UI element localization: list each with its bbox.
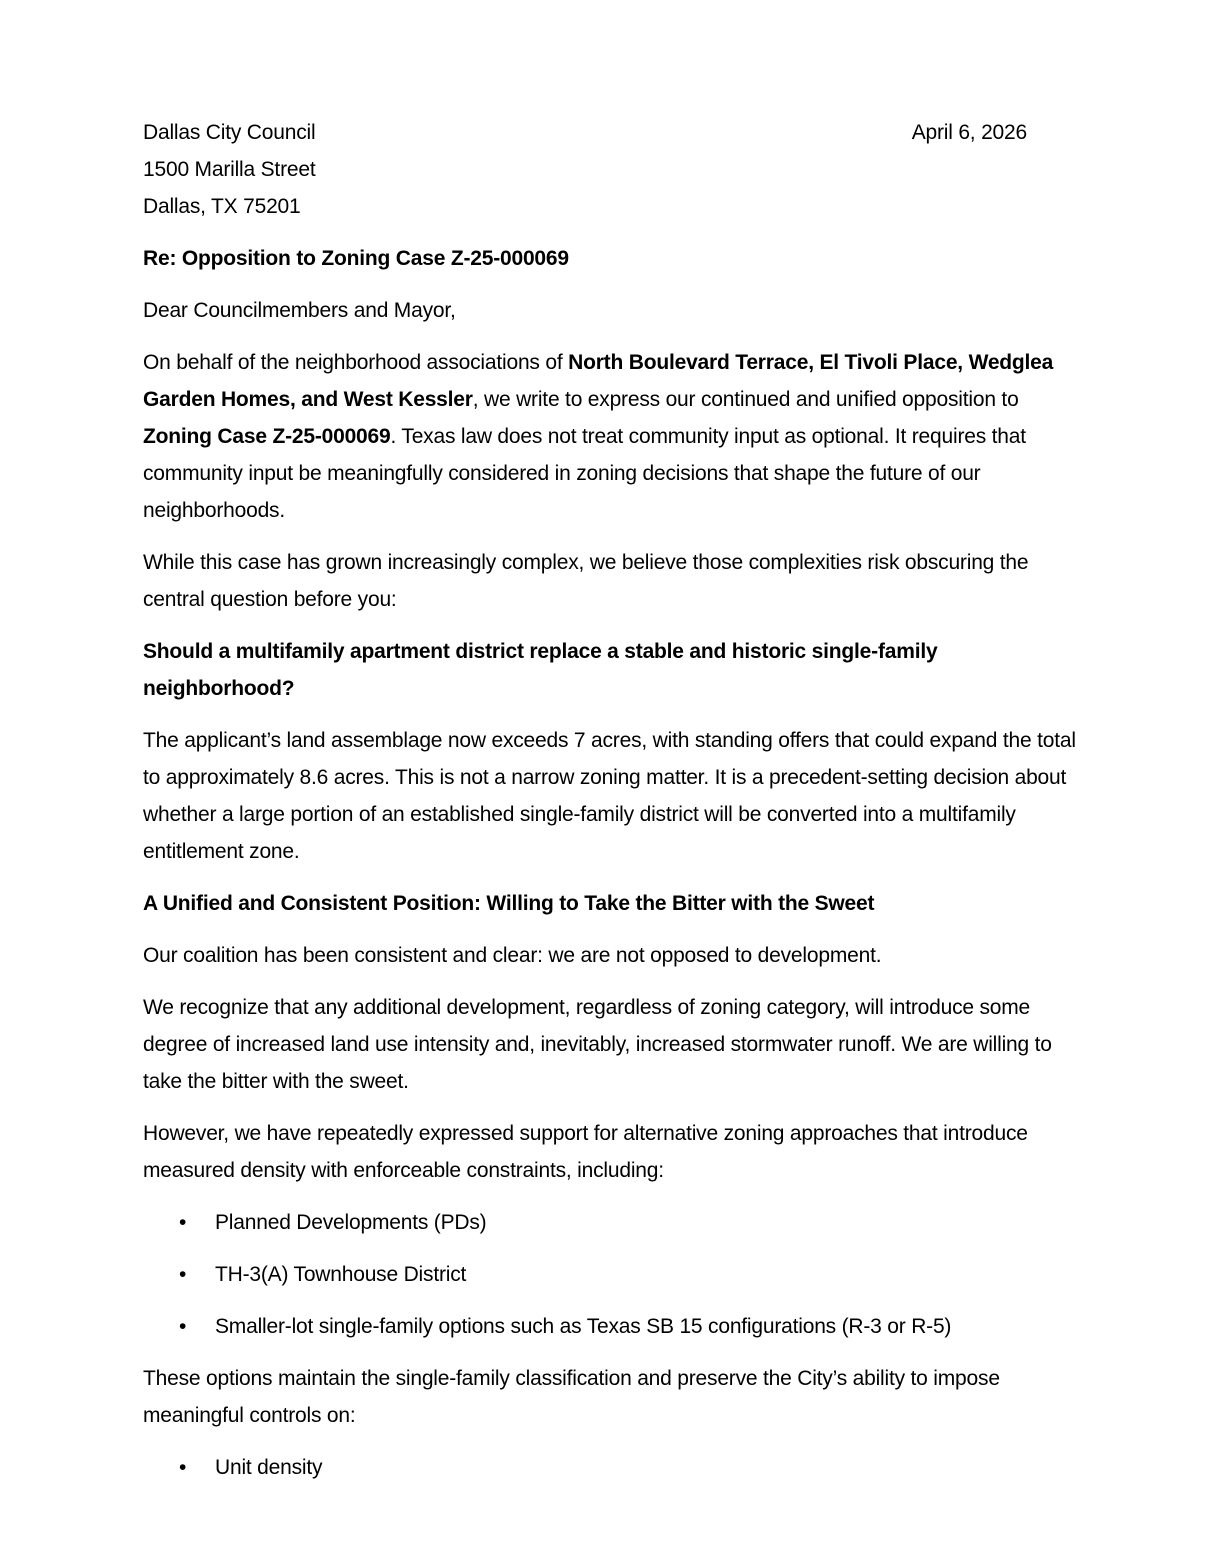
section-heading-unified-position: A Unified and Consistent Position: Willing to Take the Bitter with the Sweet [143,892,875,915]
paragraph-intro [143,344,1083,529]
paragraph-central-question: Should a multifamily apartment district replace a stable and historic single-family neighborhood? [143,640,938,700]
recipient-address-block [143,114,1083,225]
bullet-marker: • [179,1211,187,1234]
list-item-townhouse-district [143,1256,1083,1293]
bullet-marker: • [179,1456,187,1479]
bullet-marker: • [179,1263,187,1286]
letter-header-row [143,114,1083,151]
intro-run-case-bold: Zoning Case Z-25-000069 [143,425,391,448]
list-item-text: Smaller-lot single-family options such as Texas SB 15 configurations (R-3 or R-5) [215,1315,952,1338]
list-item-text: Unit density [215,1456,323,1479]
paragraph-recognize: We recognize that any additional development, regardless of zoning category, will introduce some degree of increased land use intensity and, inevitably, increased stormwater runoff. We are willing to take the bitter with the sweet. [143,996,1052,1093]
recipient-street: 1500 Marilla Street [143,158,316,181]
list-item-planned-developments [143,1204,1083,1241]
letter-date: April 6, 2026 [911,121,1027,144]
intro-run-normal: , we write to express our continued and unified opposition to [472,388,1019,411]
list-item-text: TH-3(A) Townhouse District [215,1263,467,1286]
intro-run-normal: On behalf of the neighborhood associations of [143,351,569,374]
bullet-marker: • [179,1315,187,1338]
intro-run-normal: . Texas law does not treat community input as optional. It requires that community input be meaningfully considered in zoning decisions that shape the future of our neighborhoods. [143,425,1026,522]
list-item-unit-density [143,1449,1083,1486]
controls-list [143,1449,1083,1486]
recipient-name: Dallas City Council [143,121,316,144]
paragraph-options-maintain: These options maintain the single-family classification and preserve the City’s ability to impose meaningful controls on: [143,1367,1000,1427]
paragraph-coalition: Our coalition has been consistent and clear: we are not opposed to development. [143,944,882,967]
recipient-city-state-zip: Dallas, TX 75201 [143,195,301,218]
list-item-smaller-lot-options [143,1308,1083,1345]
paragraph-complexity: While this case has grown increasingly complex, we believe those complexities risk obscuring the central question before you: [143,551,1029,611]
salutation: Dear Councilmembers and Mayor, [143,299,456,322]
alternatives-list [143,1204,1083,1345]
list-item-text: Planned Developments (PDs) [215,1211,487,1234]
subject-line: Re: Opposition to Zoning Case Z-25-000069 [143,247,569,270]
paragraph-assemblage: The applicant’s land assemblage now exceeds 7 acres, with standing offers that could expand the total to approximately 8.6 acres. This is not a narrow zoning matter. It is a precedent-setting decision about whether a large portion of an established single-family district will be converted into a multifamily entitlement zone. [143,729,1076,863]
paragraph-however: However, we have repeatedly expressed support for alternative zoning approaches that introduce measured density with enforceable constraints, including: [143,1122,1028,1182]
intro-run-neighborhoods-bold: North Boulevard Terrace, El Tivoli Place, Wedglea Garden Homes, and West Kessler [143,351,1054,411]
